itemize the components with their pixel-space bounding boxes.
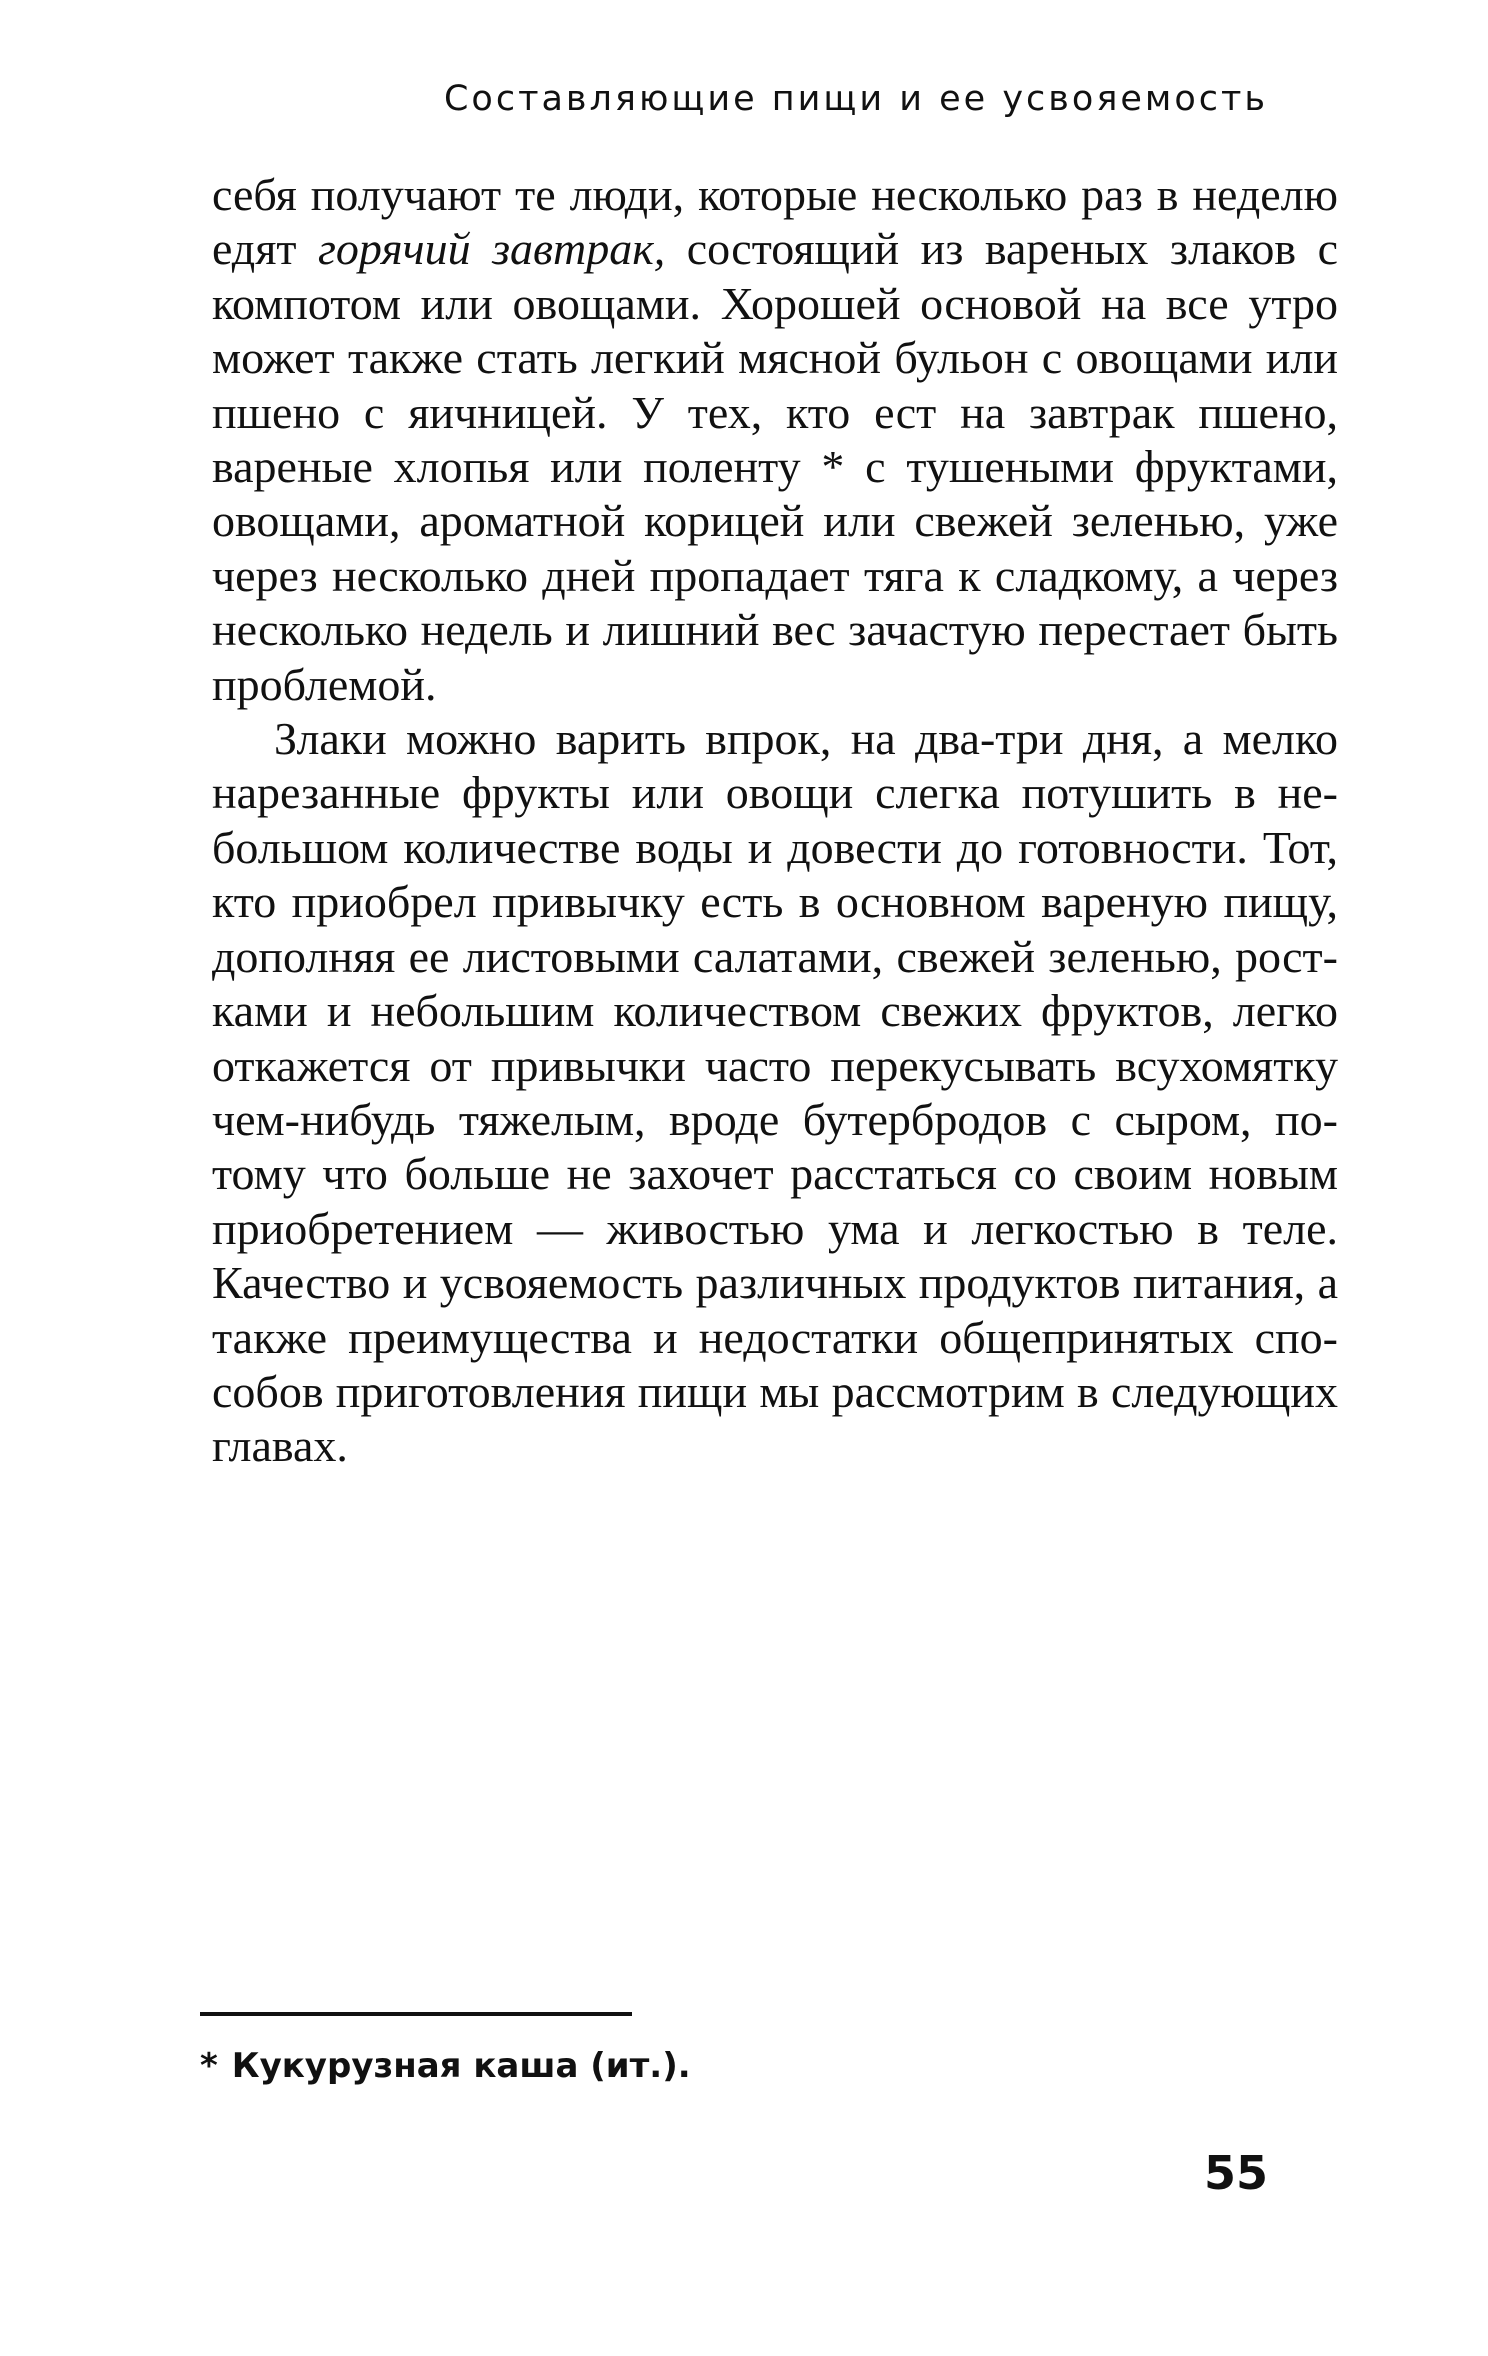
paragraph-1 [212, 168, 1338, 712]
footnote-divider [200, 2012, 632, 2016]
paragraph-2: Злаки можно варить впрок, на два-три дня, а мелко нарезанные фрукты или овощи слегка потушить в небольшом количестве воды и довести до готовности. Тот, кто приобрел привычку есть в основном вареную пищу, дополняя ее листовыми салатами, свежей зеленью, ростками и небольшим количеством свежих фруктов, легко откажется от привычки часто перекусывать всухомятку чем-нибудь тяжелым, вроде бутербродов с сыром, потому что больше не захочет расстаться со своим новым приобретением — живостью ума и легкостью в теле. Качество и усвояемость различных продуктов питания, а также преимущества и недостатки общепринятых способов приготовления пищи мы рассмотрим в следующих главах. [212, 713, 1338, 1472]
paragraph-1-rest: состоящий из вареных злаков с компотом или овощами. Хорошей основой на все утро может также стать легкий мясной бульон с овощами или пшено с яичницей. У тех, кто ест на завтрак пшено, вареные хлопья или поленту * с тушеными фруктами, овощами, ароматной корицей или свежей зеленью, уже через несколько дней пропадает тяга к сладкому, а через несколько недель и лишний вес зачастую перестает быть проблемой. [212, 223, 1338, 710]
footnote-mark: * [200, 2046, 218, 2086]
footnote-text: Кукурузная каша (ит.). [231, 2046, 691, 2086]
footnote [200, 2046, 691, 2087]
paragraph-1-lead: себя получают те люди, которые несколько раз в неделю едят [212, 169, 1338, 275]
paragraph-1-emphasis: горячий завтрак, [317, 223, 666, 275]
running-head: Составляющие пищи и ее усвояемость [443, 79, 1268, 119]
page-number: 55 [1203, 2146, 1268, 2200]
body-text [212, 168, 1338, 1474]
